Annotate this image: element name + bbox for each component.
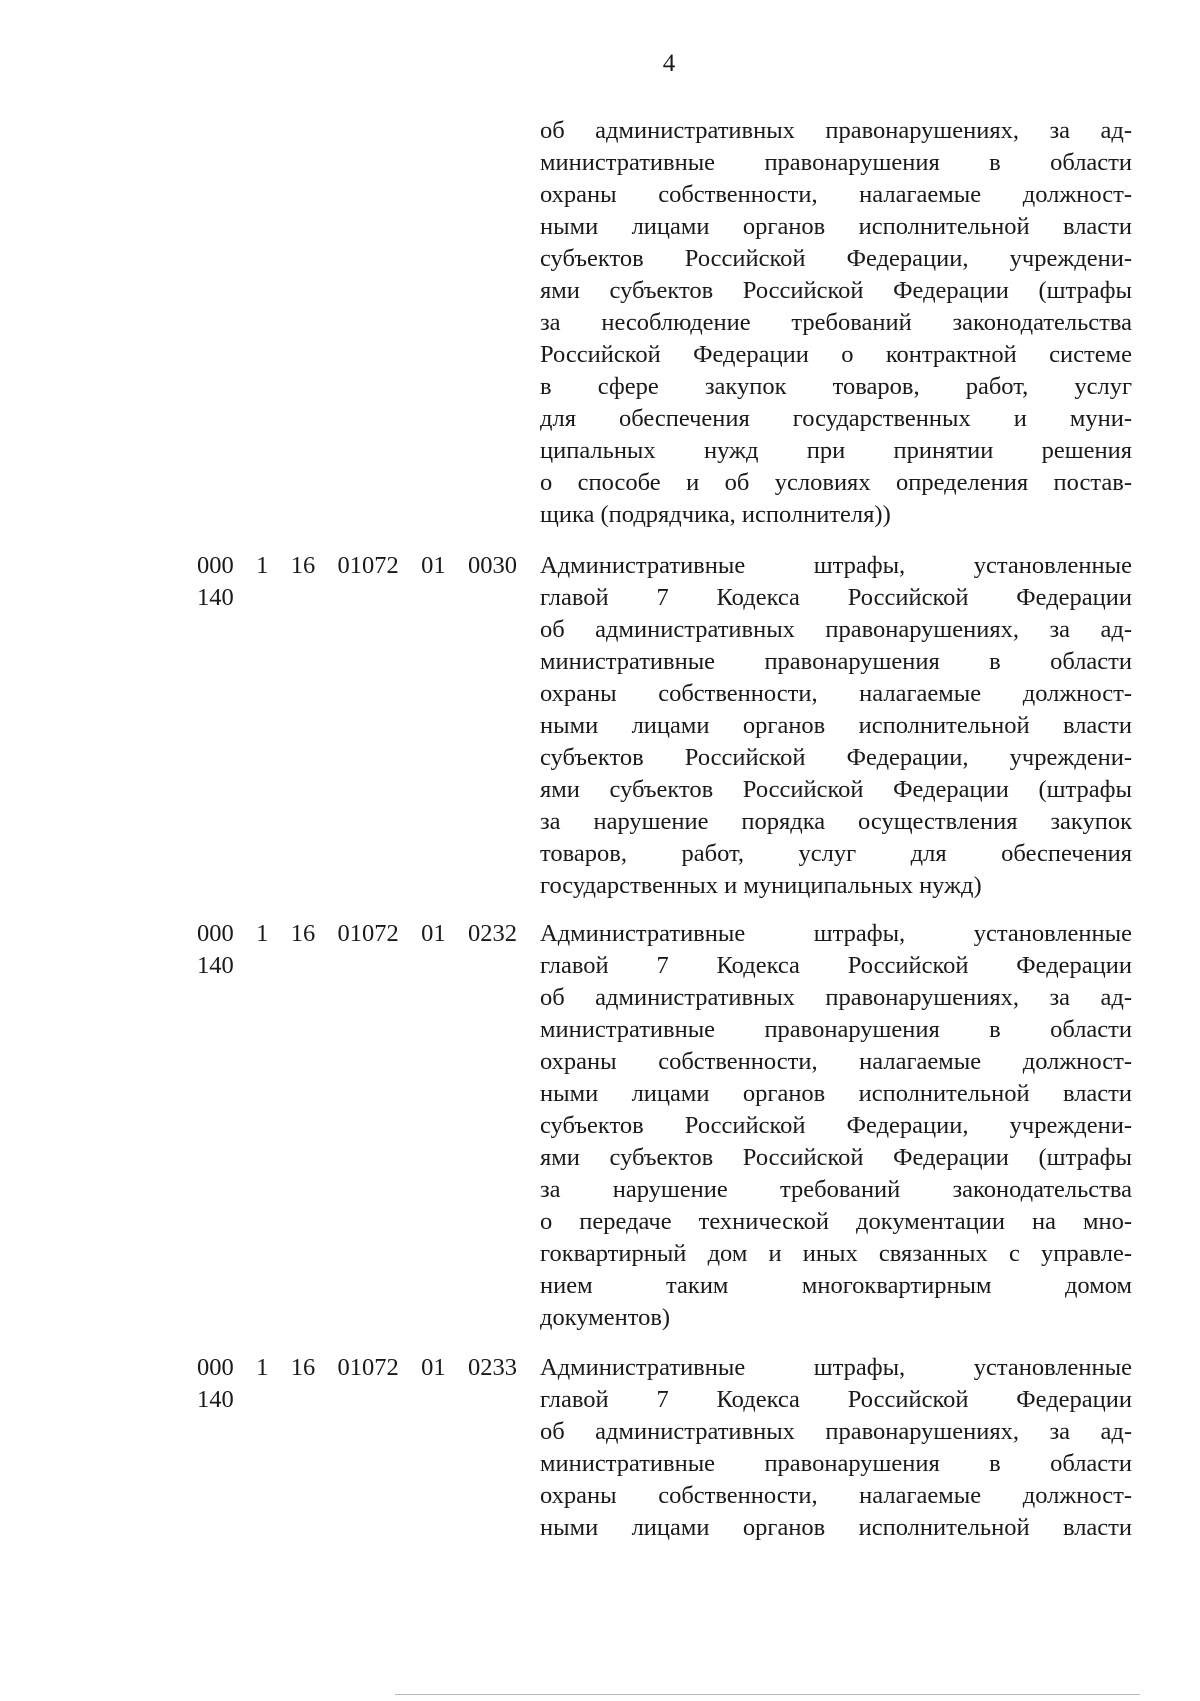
description-line: документов) — [540, 1304, 671, 1331]
budget-code-suffix: 140 — [197, 584, 234, 611]
description-line: охраны собственности, налагаемые должност- — [540, 1482, 1132, 1509]
description-line: государственных и муниципальных нужд) — [540, 872, 982, 899]
code-part: 000 — [197, 552, 234, 579]
code-part: 01 — [421, 920, 446, 947]
description-line: для обеспечения государственных и муни- — [540, 405, 1132, 432]
description-line: ями субъектов Российской Федерации (штрафы — [540, 776, 1132, 803]
description-line: за несоблюдение требований законодательства — [540, 309, 1132, 336]
budget-code-line — [197, 550, 517, 582]
description-line: Российской Федерации о контрактной системе — [540, 341, 1132, 368]
description-line: ными лицами органов исполнительной власти — [540, 213, 1132, 240]
description-line: субъектов Российской Федерации, учреждени- — [540, 744, 1132, 771]
code-part: 01072 — [337, 552, 399, 579]
budget-code — [197, 550, 527, 614]
page-number: 4 — [662, 50, 676, 77]
description-line: о способе и об условиях определения постав- — [540, 469, 1132, 496]
code-part: 01 — [421, 1354, 446, 1381]
description-line: Административные штрафы, установленные — [540, 920, 1132, 947]
code-part: 000 — [197, 920, 234, 947]
budget-code — [197, 918, 527, 982]
entry-description — [540, 918, 1132, 1334]
description-line: Административные штрафы, установленные — [540, 1354, 1132, 1381]
description-line: охраны собственности, налагаемые должност- — [540, 1048, 1132, 1075]
description-line: главой 7 Кодекса Российской Федерации — [540, 1386, 1132, 1413]
description-line: охраны собственности, налагаемые должност- — [540, 181, 1132, 208]
code-part: 0232 — [467, 920, 517, 947]
code-part: 000 — [197, 1354, 234, 1381]
description-line: ципальных нужд при принятии решения — [540, 437, 1132, 464]
entry-description — [540, 550, 1132, 902]
description-line: гоквартирный дом и иных связанных с управле- — [540, 1240, 1132, 1267]
description-line: министративные правонарушения в области — [540, 149, 1132, 176]
code-part: 1 — [256, 1354, 269, 1381]
entry-description — [540, 1352, 1132, 1544]
description-line: за нарушение порядка осуществления закупок — [540, 808, 1132, 835]
description-line: об административных правонарушениях, за ад- — [540, 117, 1132, 144]
code-part: 0030 — [467, 552, 517, 579]
code-part: 0233 — [467, 1354, 517, 1381]
description-line: ными лицами органов исполнительной власти — [540, 712, 1132, 739]
budget-code-line — [197, 918, 517, 950]
description-line: министративные правонарушения в области — [540, 648, 1132, 675]
code-part: 01072 — [337, 920, 399, 947]
description-line: ными лицами органов исполнительной власти — [540, 1080, 1132, 1107]
description-line: о передаче технической документации на мно- — [540, 1208, 1132, 1235]
description-line: ными лицами органов исполнительной власти — [540, 1514, 1132, 1541]
description-line: товаров, работ, услуг для обеспечения — [540, 840, 1132, 867]
budget-code-line — [197, 1352, 517, 1384]
description-line: главой 7 Кодекса Российской Федерации — [540, 584, 1132, 611]
description-line: охраны собственности, налагаемые должност- — [540, 680, 1132, 707]
description-line: ями субъектов Российской Федерации (штрафы — [540, 277, 1132, 304]
code-part: 16 — [290, 920, 316, 947]
code-part: 1 — [256, 920, 269, 947]
code-part: 1 — [256, 552, 269, 579]
description-line: за нарушение требований законодательства — [540, 1176, 1132, 1203]
description-line: в сфере закупок товаров, работ, услуг — [540, 373, 1132, 400]
description-line: об административных правонарушениях, за ад- — [540, 1418, 1132, 1445]
code-part: 16 — [290, 1354, 316, 1381]
description-line: об административных правонарушениях, за ад- — [540, 616, 1132, 643]
description-line: министративные правонарушения в области — [540, 1450, 1132, 1477]
code-part: 16 — [290, 552, 316, 579]
description-line: субъектов Российской Федерации, учреждени- — [540, 1112, 1132, 1139]
description-line: министративные правонарушения в области — [540, 1016, 1132, 1043]
budget-code-suffix: 140 — [197, 1386, 234, 1413]
description-line: Административные штрафы, установленные — [540, 552, 1132, 579]
description-line: субъектов Российской Федерации, учреждени- — [540, 245, 1132, 272]
code-part: 01072 — [337, 1354, 399, 1381]
description-line: главой 7 Кодекса Российской Федерации — [540, 952, 1132, 979]
entry-description — [540, 115, 1132, 531]
description-line: щика (подрядчика, исполнителя)) — [540, 501, 891, 528]
bottom-scan-edge — [395, 1694, 1140, 1695]
budget-code-suffix: 140 — [197, 952, 234, 979]
description-line: нием таким многоквартирным домом — [540, 1272, 1132, 1299]
description-line: об административных правонарушениях, за ад- — [540, 984, 1132, 1011]
code-part: 01 — [421, 552, 446, 579]
budget-code — [197, 1352, 527, 1416]
description-line: ями субъектов Российской Федерации (штрафы — [540, 1144, 1132, 1171]
